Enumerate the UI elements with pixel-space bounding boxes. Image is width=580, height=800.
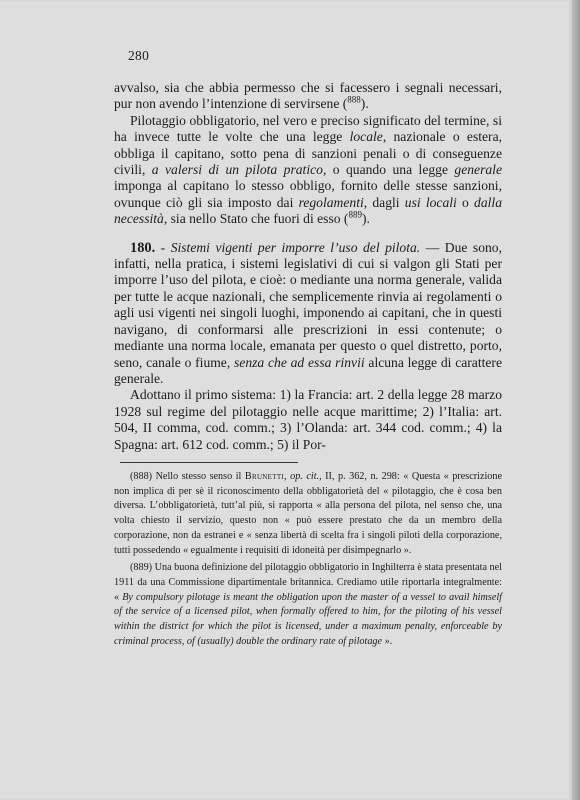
footnote-divider: [120, 462, 298, 463]
section-number: 180.: [130, 239, 156, 256]
paragraph-continuation: avvalso, sia che abbia permesso che si facessero i segnali necessari, pur non avendo l’intenzione di servirsene ($^{888}$).: [114, 80, 502, 112]
footnote-888: (888) Nello stesso senso il Brunetti, op. cit., II, p. 362, n. 298: « Questa « prescrizione non implica di per sè il riconoscimento della obbligatorietà del « pilotaggio, che è cosa ben diversa. L’obbligatorietà, tutt’al più, si rapporta « alla persona del pilota, nel senso che, una volta chiesto il servizio, questo non « può essere prestato che da un membro della corporazione, non da estranei e « senza libertà di scelta fra i singoli piloti della corporazione, tutti possedendo « egualmente i requisiti di idoneità per disimpegnarlo ».: [114, 471, 503, 556]
page-edge: [572, 0, 580, 800]
footnote-889: (889) Una buona definizione del pilotaggio obbligatorio in Inghilterra è stata presentata nel 1911 da una Commissione dipartimentale britannica. Crediamo utile riportarla integralmente: « By compulsory pilotage is meant the obligation upon the master of a vessel to avail himself of the service of a licensed pilot, when formally offered to him, for the piloting of his vessel within the district for which the pilot is licensed, under a maximum penalty, enforceable by criminal process, of (usually) double the ordinary rate of pilotage ».: [114, 562, 503, 647]
footnote-ref-888: 888: [347, 94, 361, 105]
paragraph-first-system: Adottano il primo sistema: 1) la Francia: art. 2 della legge 28 marzo 1928 sul regime del pilotaggio nelle acque marittime; 2) l’Italia: art. 504, II comma, cod. comm.; 3) l’Olanda: art. 344 cod. comm.; 4) la Spagna: art. 612 cod. comm.; 5) il Por-: [114, 387, 502, 452]
section-title: Sistemi vigenti per imporre l’uso del pilota.: [170, 239, 421, 255]
section-180: 180. - Sistemi vigenti per imporre l’uso del pilota. — Due sono, infatti, nella pratica, i sistemi legislativi di cui si valgon gli Stati per imporre l’uso del pilota, e cioè: o mediante una norma generale, valida per tutte le acque nazionali, che semplicemente rinvia ai regolamenti o agli usi vigenti nei singoli luoghi, imponendo ai capitani, che in questi navigano, di conformarsi alle prescrizioni in essi contenute; o mediante una norma locale, emanata per questo o quel distretto, porto, seno, canale o fiume, senza che ad essa rinvii alcuna legge di carattere generale.: [114, 239, 502, 386]
paragraph-definition: Pilotaggio obbligatorio, nel vero e preciso significato del termine, si ha invece tutte le volte che una legge locale, nazionale o estera, obbliga il capitano, sotto pena di sanzioni penali o di conseguenze civili, a valersi di un pilota pratico, o quando una legge generale imponga al capitano lo stesso obbligo, fornito delle stesse sanzioni, ovunque ciò gli sia imposto dai regolamenti, dagli usi locali o dalla necessità, sia nello Stato che fuori di esso ($^{889}$).: [114, 112, 503, 227]
main-text: [114, 80, 502, 453]
footnote-ref-889: 889: [348, 209, 362, 220]
page-number: 280: [128, 48, 150, 63]
footnotes: [114, 470, 502, 649]
